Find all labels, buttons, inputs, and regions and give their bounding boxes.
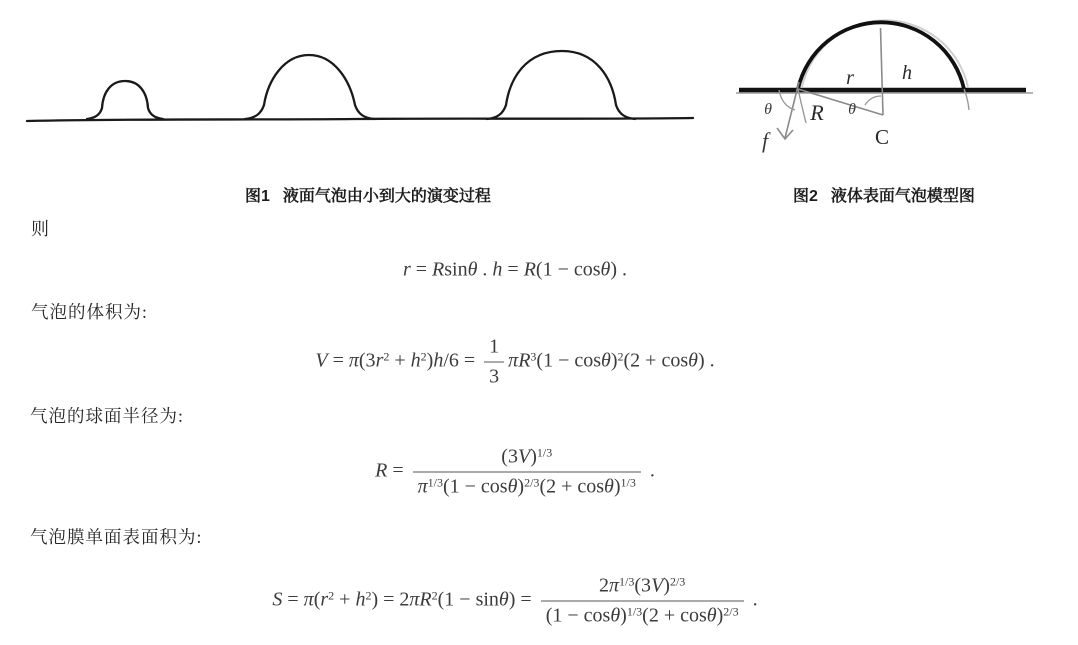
math-token: 1: [489, 335, 500, 358]
math-token: 2/3: [669, 574, 686, 589]
math-token: ): [613, 475, 621, 498]
math-token: 2: [431, 588, 438, 603]
math-token: 1/3: [620, 475, 636, 490]
math-fraction-denominator: [413, 473, 641, 499]
math-token: (1 − cos: [536, 349, 602, 372]
math-token: θ: [601, 349, 611, 372]
math-token: ): [716, 604, 724, 627]
math-token: θ: [507, 475, 518, 498]
math-token: (3: [634, 574, 652, 597]
math-token: 2/3: [524, 475, 540, 490]
dome-ghost-arc: [802, 20, 968, 87]
label-f: f: [761, 128, 769, 153]
figure2-caption-number: 图2: [793, 188, 818, 205]
math-token: V: [651, 574, 664, 597]
math-token: π: [303, 588, 314, 611]
math-token: θ: [498, 588, 509, 611]
figure2-caption: [793, 183, 975, 206]
math-token: 2: [599, 574, 610, 597]
math-token: V: [315, 349, 328, 372]
math-token: θ: [610, 604, 621, 627]
math-token: (2 + cos: [539, 475, 605, 498]
math-token: R: [518, 349, 531, 372]
math-token: (2 + cos: [623, 349, 689, 372]
math-token: ): [620, 604, 627, 627]
math-token: R: [375, 459, 388, 482]
math-token: ) .: [697, 349, 715, 372]
math-token: (3: [501, 445, 518, 468]
math-token: +: [389, 349, 411, 372]
math-token: 1/3: [626, 604, 643, 619]
math-token: θ: [604, 475, 614, 498]
math-fraction-numerator: [541, 575, 744, 602]
math-token: θ: [600, 258, 611, 281]
math-fraction: [484, 336, 504, 389]
math-token: .: [644, 459, 655, 482]
math-token: (1 − cos: [535, 258, 601, 281]
math-token: π: [417, 475, 428, 498]
liquid-surface-line: [27, 118, 693, 121]
math-token: θ: [467, 258, 478, 281]
math-token: R: [523, 258, 536, 281]
formula-surface-area: [0, 575, 1030, 628]
math-token: 2: [365, 588, 372, 603]
then-label: 则: [31, 219, 50, 239]
math-fraction-denominator: [484, 363, 504, 389]
math-token: ): [663, 574, 670, 597]
math-token: π: [409, 588, 420, 611]
math-token: ): [517, 475, 525, 498]
math-token: (1 − cos: [442, 475, 508, 498]
figure1-caption: [245, 183, 491, 206]
label-h: h: [902, 62, 912, 84]
vertical-radius-line: [881, 28, 884, 115]
math-token: 1/3: [427, 475, 443, 490]
math-fraction: [413, 446, 641, 499]
math-token: h: [355, 588, 366, 611]
math-token: π: [348, 349, 359, 372]
math-token: .: [747, 588, 758, 611]
circle-continuation-left: [798, 89, 806, 123]
radius-label: 气泡的球面半径为:: [30, 406, 184, 426]
math-token: r: [375, 349, 384, 372]
math-token: (: [313, 588, 321, 611]
math-token: h: [433, 349, 444, 372]
label-R: R: [810, 100, 824, 125]
figure2-caption-text: 液体表面气泡模型图: [830, 188, 975, 205]
math-token: ): [426, 349, 434, 372]
math-fraction-numerator: [413, 446, 641, 473]
math-token: R: [432, 258, 445, 281]
math-token: ) =: [508, 588, 537, 611]
math-token: 1/3: [536, 445, 553, 460]
math-token: π: [609, 574, 620, 597]
formula-volume: [0, 336, 1030, 389]
formula-radius: [0, 446, 1030, 499]
figure1-caption-text: 液面气泡由小到大的演变过程: [282, 188, 491, 205]
volume-label: 气泡的体积为:: [31, 302, 148, 322]
math-token: R: [419, 588, 432, 611]
math-token: S: [272, 588, 283, 611]
math-fraction-denominator: [541, 602, 744, 628]
theta-center-angle-arc: [865, 96, 881, 105]
math-token: ): [530, 445, 537, 468]
math-token: ): [610, 349, 618, 372]
bubble-medium: [245, 55, 374, 119]
math-token: 3: [489, 365, 500, 388]
label-r: r: [846, 67, 854, 89]
bubble-small: [87, 81, 163, 119]
math-token: 2: [328, 588, 335, 603]
math-token: h: [410, 349, 421, 372]
math-token: θ: [706, 604, 717, 627]
math-fraction-numerator: [484, 336, 504, 363]
math-token: (1 − cos: [545, 604, 611, 627]
figure1-caption-number: 图1: [245, 188, 270, 205]
formula-r-h: [0, 259, 1030, 282]
math-token: =: [502, 258, 524, 281]
math-token: /6 =: [443, 349, 481, 372]
math-token: ) .: [610, 258, 628, 281]
math-token: 2/3: [723, 604, 739, 619]
figure1-drawing: [25, 10, 695, 170]
math-token: =: [387, 459, 409, 482]
figure2-drawing: [735, 8, 1035, 168]
area-label: 气泡膜单面表面积为:: [30, 527, 203, 547]
math-token: .: [477, 258, 493, 281]
math-token: sin: [444, 258, 468, 281]
math-token: =: [282, 588, 304, 611]
math-token: ) = 2: [371, 588, 410, 611]
bubble-large: [487, 51, 635, 119]
math-token: r: [320, 588, 329, 611]
math-token: 1/3: [619, 574, 635, 589]
label-theta-center: θ: [848, 101, 856, 118]
label-theta-left: θ: [764, 101, 772, 118]
math-token: 2: [420, 349, 427, 364]
math-token: (2 + cos: [642, 604, 707, 627]
math-token: (1 − sin: [437, 588, 499, 611]
math-token: 2: [617, 349, 624, 364]
math-token: π: [508, 349, 519, 372]
math-token: r: [402, 258, 411, 281]
math-token: (3: [358, 349, 376, 372]
math-token: 2: [383, 349, 390, 364]
math-token: =: [410, 258, 433, 281]
math-token: h: [492, 258, 503, 281]
math-token: V: [517, 445, 531, 468]
math-fraction: [541, 575, 744, 628]
label-C: C: [874, 125, 890, 149]
math-token: +: [334, 588, 356, 611]
math-token: 3: [530, 349, 537, 364]
math-token: =: [327, 349, 349, 372]
math-token: θ: [688, 349, 698, 372]
